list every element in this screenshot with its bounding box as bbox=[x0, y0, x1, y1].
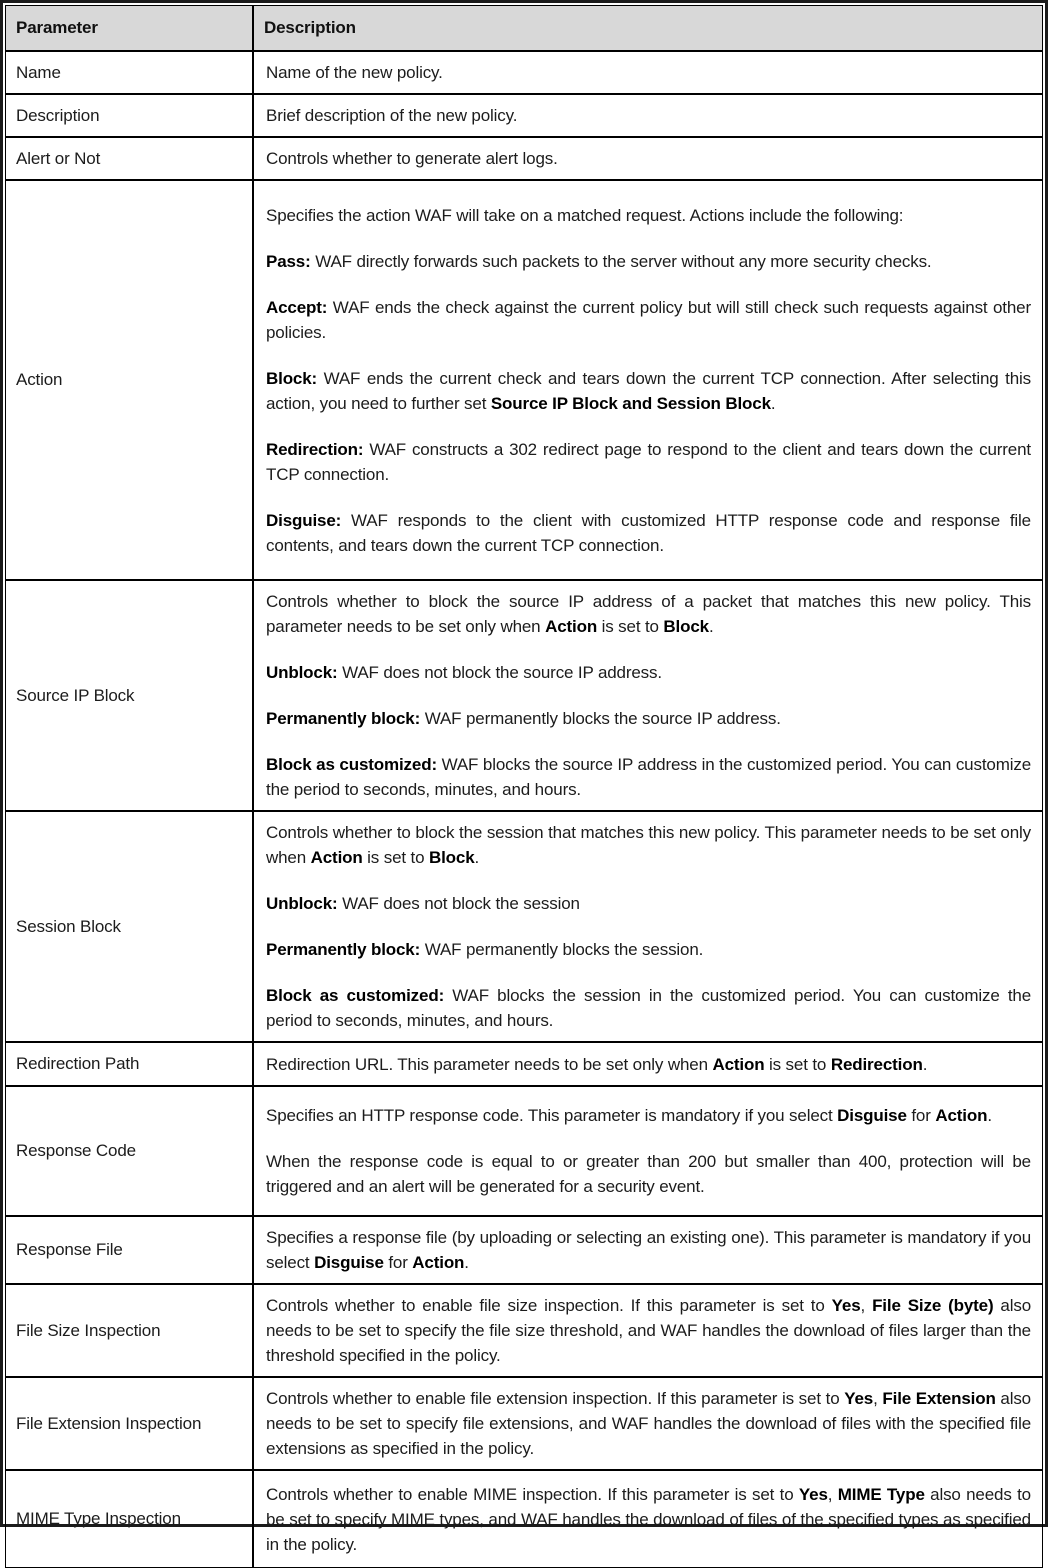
header-parameter: Parameter bbox=[5, 5, 253, 51]
description-cell bbox=[253, 580, 1043, 811]
parameter-cell: Source IP Block bbox=[5, 580, 253, 811]
description-paragraph: Controls whether to block the session that matches this new policy. This parameter needs to be set only when Action is set to Block. bbox=[266, 823, 1031, 867]
table-row bbox=[5, 94, 1043, 137]
description-cell bbox=[253, 51, 1043, 94]
description-paragraph: Permanently block: WAF permanently blocks the source IP address. bbox=[266, 709, 781, 728]
header-description: Description bbox=[253, 5, 1043, 51]
table-row bbox=[5, 1216, 1043, 1284]
description-cell bbox=[253, 811, 1043, 1042]
table-row bbox=[5, 51, 1043, 94]
description-paragraph: Controls whether to enable MIME inspection. If this parameter is set to Yes, MIME Type also needs to be set to specify MIME types, and WAF handles the download of files of the specified types as specified in the policy. bbox=[266, 1484, 1031, 1554]
description-cell bbox=[253, 1216, 1043, 1284]
parameter-cell: MIME Type Inspection bbox=[5, 1470, 253, 1568]
table-row bbox=[5, 1086, 1043, 1216]
parameter-cell: Response Code bbox=[5, 1086, 253, 1216]
description-paragraph: Block: WAF ends the current check and tears down the current TCP connection. After selecting this action, you need to further set Source IP Block and Session Block. bbox=[266, 368, 1031, 413]
table-row bbox=[5, 580, 1043, 811]
description-paragraph: Permanently block: WAF permanently blocks the session. bbox=[266, 940, 704, 959]
parameter-table bbox=[5, 5, 1043, 1568]
description-paragraph: Brief description of the new policy. bbox=[266, 106, 518, 125]
description-paragraph: Block as customized: WAF blocks the source IP address in the customized period. You can customize the period to seconds, minutes, and hours. bbox=[266, 755, 1031, 799]
description-cell bbox=[253, 1377, 1043, 1470]
table-row bbox=[5, 1042, 1043, 1086]
description-paragraph: Controls whether to generate alert logs. bbox=[266, 149, 558, 168]
description-paragraph: Specifies the action WAF will take on a matched request. Actions include the following: bbox=[266, 205, 904, 225]
parameter-cell: Redirection Path bbox=[5, 1042, 253, 1086]
description-paragraph: When the response code is equal to or greater than 200 but smaller than 400, protection will be triggered and an alert will be generated for a security event. bbox=[266, 1152, 1031, 1196]
table-row bbox=[5, 811, 1043, 1042]
description-paragraph: Name of the new policy. bbox=[266, 63, 443, 82]
parameter-cell: File Extension Inspection bbox=[5, 1377, 253, 1470]
table-row bbox=[5, 1470, 1043, 1568]
description-cell bbox=[253, 94, 1043, 137]
description-paragraph: Redirection: WAF constructs a 302 redirect page to respond to the client and tears down the current TCP connection. bbox=[266, 439, 1031, 484]
description-cell bbox=[253, 1086, 1043, 1216]
description-cell bbox=[253, 137, 1043, 180]
parameter-cell: Description bbox=[5, 94, 253, 137]
description-cell bbox=[253, 1284, 1043, 1377]
table-body bbox=[5, 51, 1043, 1568]
description-paragraph: Block as customized: WAF blocks the session in the customized period. You can customize the period to seconds, minutes, and hours. bbox=[266, 986, 1032, 1030]
description-paragraph: Specifies an HTTP response code. This parameter is mandatory if you select Disguise for Action. bbox=[266, 1106, 992, 1125]
table-row bbox=[5, 1377, 1043, 1470]
table-row bbox=[5, 180, 1043, 580]
description-paragraph: Controls whether to enable file extension inspection. If this parameter is set to Yes, File Extension also needs to be set to specify file extensions, and WAF handles the download of files with the specified file extensions as specified in the policy. bbox=[266, 1389, 1031, 1458]
description-cell bbox=[253, 1042, 1043, 1086]
parameter-cell: Action bbox=[5, 180, 253, 580]
description-paragraph: Specifies a response file (by uploading or selecting an existing one). This parameter is mandatory if you select Disguise for Action. bbox=[266, 1228, 1031, 1272]
table-header bbox=[5, 5, 1043, 51]
parameter-cell: File Size Inspection bbox=[5, 1284, 253, 1377]
parameter-cell: Name bbox=[5, 51, 253, 94]
description-paragraph: Unblock: WAF does not block the session bbox=[266, 894, 580, 913]
description-paragraph: Pass: WAF directly forwards such packets to the server without any more security checks. bbox=[266, 251, 932, 271]
description-paragraph: Redirection URL. This parameter needs to be set only when Action is set to Redirection. bbox=[266, 1054, 928, 1074]
table-row bbox=[5, 137, 1043, 180]
description-cell bbox=[253, 180, 1043, 580]
description-paragraph: Controls whether to enable file size inspection. If this parameter is set to Yes, File Size (byte) also needs to be set to specify the file size threshold, and WAF handles the download of files larger than the threshold specified in the policy. bbox=[266, 1296, 1032, 1365]
table-row bbox=[5, 1284, 1043, 1377]
description-paragraph: Unblock: WAF does not block the source IP address. bbox=[266, 663, 662, 682]
description-cell bbox=[253, 1470, 1043, 1568]
description-paragraph: Controls whether to block the source IP address of a packet that matches this new policy. This parameter needs to be set only when Action is set to Block. bbox=[266, 592, 1031, 636]
header-row bbox=[5, 5, 1043, 51]
parameter-cell: Response File bbox=[5, 1216, 253, 1284]
parameter-cell: Session Block bbox=[5, 811, 253, 1042]
parameter-cell: Alert or Not bbox=[5, 137, 253, 180]
description-paragraph: Disguise: WAF responds to the client with customized HTTP response code and response file contents, and tears down the current TCP connection. bbox=[266, 510, 1031, 555]
description-paragraph: Accept: WAF ends the check against the current policy but will still check such requests against other policies. bbox=[266, 297, 1031, 342]
